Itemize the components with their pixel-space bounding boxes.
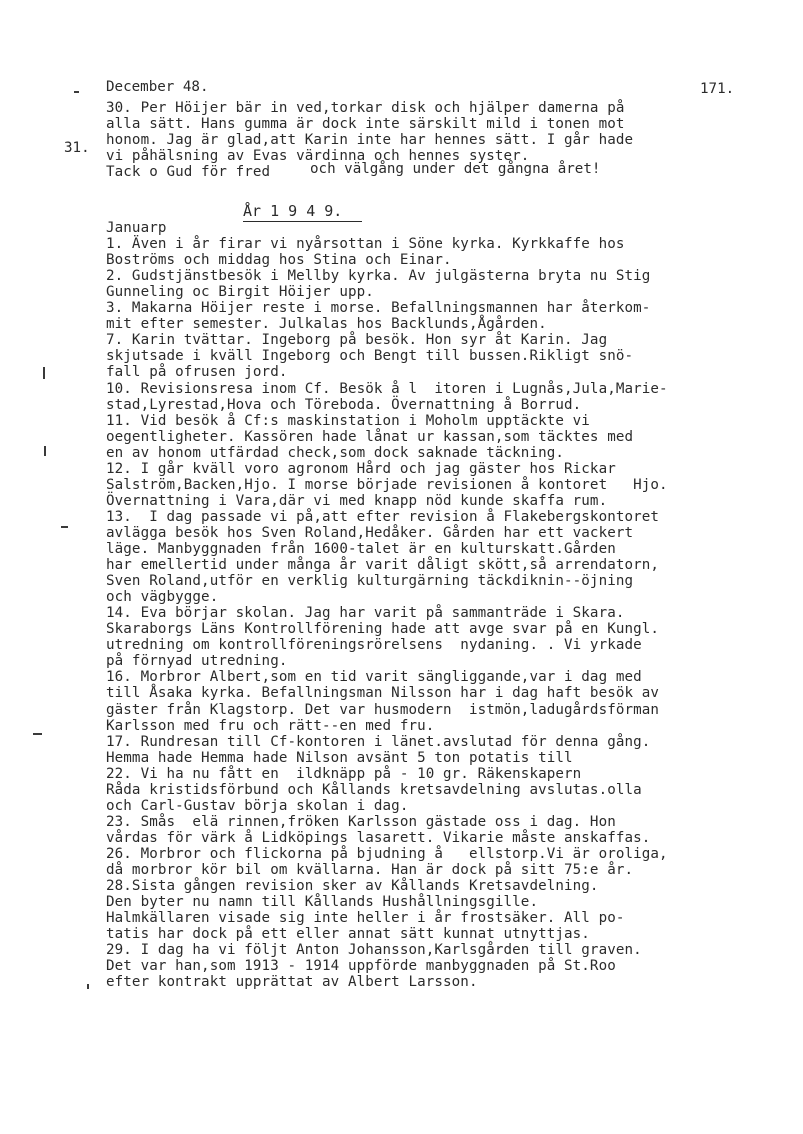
text-line: 12. I går kväll voro agronom Hård och jag gäster hos Rickar bbox=[106, 460, 616, 477]
text-line: gäster från Klagstorp. Det var husmodern istmön,ladugårdsförman bbox=[106, 701, 660, 718]
text-line: på förnyad utredning. bbox=[106, 653, 288, 670]
text-line: vi påhälsning av Evas värdinna och hennes syster. bbox=[106, 148, 530, 164]
text-line: 2. Gudstjänstbesök i Mellby kyrka. Av julgästerna bryta nu Stig bbox=[106, 268, 651, 285]
text-line: Karlsson med fru och rätt--en med fru. bbox=[106, 717, 435, 734]
text-line: Gunneling oc Birgit Höijer upp. bbox=[106, 284, 374, 301]
text-line: Den byter nu namn till Kållands Hushållningsgille. bbox=[106, 894, 539, 911]
text-line: 26. Morbror och flickorna på bjudning å ellstorp.Vi är oroliga, bbox=[106, 845, 668, 862]
month-label: Januarp bbox=[106, 220, 167, 236]
text-line: och Carl-Gustav börja skolan i dag. bbox=[106, 797, 409, 814]
year-heading: År 1 9 4 9. bbox=[243, 202, 362, 222]
text-line: till Åsaka kyrka. Befallningsman Nilsson har i dag haft besök av bbox=[106, 685, 660, 702]
text-line: 14. Eva börjar skolan. Jag har varit på sammanträde i Skara. bbox=[106, 605, 625, 622]
text-line: har emellertid under många år varit dåligt skött,så arrendatorn, bbox=[106, 557, 660, 573]
text-line: 1. Även i år firar vi nyårsottan i Söne kyrka. Kyrkkaffe hos bbox=[106, 236, 625, 252]
text-line: Det var han,som 1913 - 1914 uppförde manbyggnaden på St.Roo bbox=[106, 958, 616, 975]
text-line: 30. Per Höijer bär in ved,torkar disk och hjälper damerna på bbox=[106, 100, 625, 116]
text-line: 23. Smås elä rinnen,fröken Karlsson gästade oss i dag. Hon bbox=[106, 813, 616, 830]
text-line: Hemma hade Hemma hade Nilson avsänt 5 ton potatis till bbox=[106, 749, 573, 766]
text-line: skjutsade i kväll Ingeborg och Bengt till bussen.Rikligt snö- bbox=[106, 348, 634, 365]
text-line: 22. Vi ha nu fått en ildknäpp på - 10 gr. Räkenskapern bbox=[106, 765, 582, 782]
text-line: alla sätt. Hans gumma är dock inte särskilt mild i tonen mot bbox=[106, 116, 625, 132]
text-line: fall på ofrusen jord. bbox=[106, 364, 288, 381]
text-line: Halmkällaren visade sig inte heller i år frostsäker. All po- bbox=[106, 910, 625, 927]
december-overlap-text: och välgång under det gångna året! bbox=[310, 161, 601, 177]
text-line: 28.Sista gången revision sker av Kållands Kretsavdelning. bbox=[106, 878, 599, 894]
text-line: 7. Karin tvättar. Ingeborg på besök. Hon syr åt Karin. Jag bbox=[106, 332, 608, 349]
text-line: 3. Makarna Höijer reste i morse. Befallningsmannen har återkom- bbox=[106, 300, 651, 317]
text-line: 16. Morbror Albert,som en tid varit sängliggande,var i dag med bbox=[106, 669, 642, 686]
text-line: stad,Lyrestad,Hova och Töreboda. Övernattning å Borrud. bbox=[106, 396, 582, 413]
text-line: vårdas för värk å Lidköpings lasarett. Vikarie måste anskaffas. bbox=[106, 829, 651, 846]
margin-mark bbox=[74, 91, 79, 93]
text-line: då morbror kör bil om kvällarna. Han är dock på sitt 75:e år. bbox=[106, 862, 634, 878]
text-line: Boströms och middag hos Stina och Einar. bbox=[106, 252, 452, 269]
margin-mark bbox=[43, 367, 45, 379]
text-line: Tack o Gud för fred bbox=[106, 164, 271, 180]
margin-mark bbox=[33, 733, 42, 735]
text-line: efter kontrakt upprättat av Albert Larsson. bbox=[106, 974, 478, 991]
text-line: honom. Jag är glad,att Karin inte har hennes sätt. I går hade bbox=[106, 132, 634, 148]
text-line: Skaraborgs Läns Kontrollförening hade att avge svar på en Kungl. bbox=[106, 621, 660, 638]
text-line: Sven Roland,utför en verklig kulturgärning täckdiknin--öjning bbox=[106, 573, 634, 589]
margin-date: 31. bbox=[64, 140, 90, 156]
text-line: 11. Vid besök å Cf:s maskinstation i Moholm upptäckte vi bbox=[106, 412, 590, 429]
text-line: tatis har dock på ett eller annat sätt kunnat utnyttjas. bbox=[106, 926, 590, 943]
margin-mark bbox=[44, 446, 46, 456]
margin-mark bbox=[87, 984, 89, 989]
text-line: 17. Rundresan till Cf-kontoren i länet.avslutad för denna gång. bbox=[106, 733, 651, 750]
text-line: 29. I dag ha vi följt Anton Johansson,Karlsgården till graven. bbox=[106, 942, 642, 959]
page-number: 171. bbox=[700, 81, 735, 97]
text-line: 13. I dag passade vi på,att efter revision å Flakebergskontoret bbox=[106, 508, 660, 525]
text-line: mit efter semester. Julkalas hos Backlunds,Ågården. bbox=[106, 316, 547, 333]
text-line: Råda kristidsförbund och Kållands kretsavdelning avslutas.olla bbox=[106, 781, 642, 798]
text-line: 10. Revisionsresa inom Cf. Besök å l itoren i Lugnås,Jula,Marie- bbox=[106, 380, 668, 397]
text-line: en av honom utfärdad check,som dock saknade täckning. bbox=[106, 444, 565, 461]
text-line: avlägga besök hos Sven Roland,Hedåker. Gården har ett vackert bbox=[106, 524, 634, 541]
text-line: utredning om kontrollföreningsrörelsens nydaning. . Vi yrkade bbox=[106, 637, 642, 654]
text-line: oegentligheter. Kassören hade lånat ur kassan,som täcktes med bbox=[106, 428, 634, 445]
text-line: och vägbygge. bbox=[106, 589, 219, 606]
text-line: Salström,Backen,Hjo. I morse började revisionen å kontoret Hjo. bbox=[106, 476, 668, 493]
margin-mark bbox=[61, 526, 68, 528]
text-line: läge. Manbyggnaden från 1600-talet är en kulturskatt.Gården bbox=[106, 541, 616, 557]
text-line: Övernattning i Vara,där vi med knapp nöd kunde skaffa rum. bbox=[106, 492, 608, 509]
month-heading: December 48. bbox=[106, 79, 209, 95]
